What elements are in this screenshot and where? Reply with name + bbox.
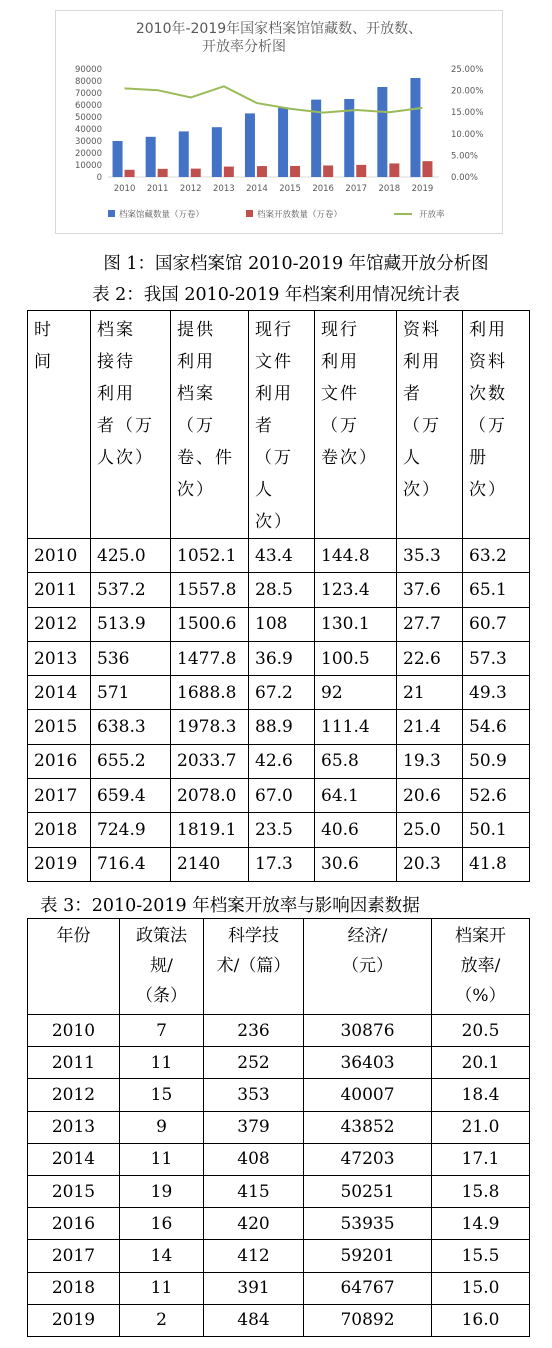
x-tick-label: 2010 (113, 184, 136, 194)
x-tick-label: 2017 (345, 184, 368, 194)
table-cell: 2017 (28, 1240, 120, 1272)
table-cell: 1688.8 (171, 676, 249, 710)
column-header (249, 311, 315, 539)
header-text: （%） (455, 986, 506, 1006)
table-cell: 536 (91, 641, 171, 675)
table-cell: 17.3 (249, 847, 315, 881)
table-cell: 47203 (304, 1143, 432, 1175)
header-text: 人次） (97, 448, 154, 468)
table-cell: 50251 (304, 1175, 432, 1207)
bar-open (356, 165, 366, 177)
table-cell: 2011 (28, 1047, 120, 1079)
table-cell: 123.4 (315, 573, 397, 607)
chart-title: 开放率分析图 (202, 39, 286, 55)
header-text: 人 (255, 480, 274, 500)
x-tick-label: 2014 (246, 184, 268, 194)
table-cell: 2 (120, 1304, 204, 1336)
legend-swatch (246, 210, 253, 217)
legend-swatch (108, 210, 115, 217)
table-cell: 63.2 (463, 539, 530, 573)
table-cell: 88.9 (249, 710, 315, 744)
table-row (28, 1079, 530, 1111)
y-left-tick-label: 50000 (74, 113, 102, 123)
table-cell: 2019 (28, 1304, 120, 1336)
table-cell: 59201 (304, 1240, 432, 1272)
table-cell: 11 (120, 1143, 204, 1175)
table-cell: 67.0 (249, 779, 315, 813)
column-header (315, 311, 397, 539)
table-row (28, 710, 530, 744)
header-text: 接待 (97, 352, 135, 372)
table-row (28, 1175, 530, 1207)
table-row (28, 744, 530, 778)
y-right-tick-label: 5.00% (451, 151, 479, 162)
table-cell: 40.6 (315, 813, 397, 847)
table-cell: 41.8 (463, 847, 530, 881)
table-cell: 15 (120, 1079, 204, 1111)
table-cell: 2013 (28, 641, 91, 675)
header-text: 提供 (177, 320, 215, 340)
table-header-row (28, 311, 530, 539)
column-header (397, 311, 463, 539)
bar-open (224, 167, 234, 177)
table-cell: 15.5 (432, 1240, 530, 1272)
table-cell: 724.9 (91, 813, 171, 847)
header-text: 资料 (403, 320, 441, 340)
archive-chart (55, 10, 503, 234)
bar-open (389, 163, 399, 177)
legend-label: 档案馆藏数量（万卷） (119, 210, 205, 220)
legend-label: 开放率 (419, 210, 445, 220)
table-cell: 65.1 (463, 573, 530, 607)
table-cell: 9 (120, 1111, 204, 1143)
table-cell: 20.6 (397, 779, 463, 813)
header-text: 科学技 (228, 926, 279, 946)
y-left-tick-label: 0 (96, 173, 102, 183)
header-text: 卷、件 (177, 448, 234, 468)
table-cell: 21 (397, 676, 463, 710)
table-cell: 30876 (304, 1015, 432, 1047)
table-cell: 2010 (28, 539, 91, 573)
table-cell: 2018 (28, 813, 91, 847)
header-text: 册 (469, 448, 488, 468)
table-cell: 2012 (28, 1079, 120, 1111)
bar-holdings (245, 113, 255, 177)
header-text: 次） (469, 480, 507, 500)
table-cell: 23.5 (249, 813, 315, 847)
header-text: 次） (403, 480, 441, 500)
bar-open (158, 169, 168, 177)
table-cell: 1477.8 (171, 641, 249, 675)
table-row (28, 847, 530, 881)
table-cell: 19 (120, 1175, 204, 1207)
y-left-tick-label: 40000 (74, 125, 102, 135)
x-tick-label: 2019 (411, 184, 434, 194)
table-cell: 50.1 (463, 813, 530, 847)
table-cell: 22.6 (397, 641, 463, 675)
table-cell: 40007 (304, 1079, 432, 1111)
bar-open (257, 166, 267, 177)
table-cell: 18.4 (432, 1079, 530, 1111)
header-text: 者 (255, 416, 274, 436)
header-text: 卷次） (321, 448, 378, 468)
table-cell: 2010 (28, 1015, 120, 1047)
header-text: 资料 (469, 352, 507, 372)
table-cell: 100.5 (315, 641, 397, 675)
header-text: 术/（篇） (216, 956, 291, 976)
table-cell: 2033.7 (171, 744, 249, 778)
table-cell: 2013 (28, 1111, 120, 1143)
table-row (28, 1143, 530, 1175)
table-row (28, 607, 530, 641)
table-cell: 408 (204, 1143, 304, 1175)
y-right-tick-label: 0.00% (451, 173, 479, 183)
table-cell: 2078.0 (171, 779, 249, 813)
column-header (28, 311, 91, 539)
bar-holdings (377, 87, 387, 177)
archive-usage-table (27, 310, 530, 882)
header-text: 利用 (321, 352, 359, 372)
table-cell: 2015 (28, 1175, 120, 1207)
table-cell: 28.5 (249, 573, 315, 607)
table-cell: 25.0 (397, 813, 463, 847)
header-text: 次数 (469, 384, 507, 404)
table-cell: 27.7 (397, 607, 463, 641)
x-tick-label: 2012 (179, 184, 202, 194)
table-cell: 35.3 (397, 539, 463, 573)
header-text: 规/ (150, 956, 173, 976)
header-text: 档案开 (455, 926, 506, 946)
table-cell: 15.8 (432, 1175, 530, 1207)
header-text: 利用 (469, 320, 507, 340)
y-left-tick-label: 20000 (74, 149, 102, 159)
table-row (28, 641, 530, 675)
header-text: 利用 (177, 352, 215, 372)
table-cell: 11 (120, 1272, 204, 1304)
bar-holdings (113, 141, 123, 177)
column-header (432, 919, 530, 1015)
table-row (28, 573, 530, 607)
bar-holdings (212, 127, 222, 177)
table-cell: 108 (249, 607, 315, 641)
header-text: （万 (403, 416, 441, 436)
header-text: （万 (177, 416, 215, 436)
table-cell: 2014 (28, 1143, 120, 1175)
table-cell: 420 (204, 1208, 304, 1240)
table-cell: 111.4 (315, 710, 397, 744)
header-text: （万 (255, 448, 293, 468)
bar-open (191, 169, 201, 177)
y-left-tick-label: 90000 (74, 65, 102, 75)
table-cell: 20.1 (432, 1047, 530, 1079)
table-cell: 37.6 (397, 573, 463, 607)
table-cell: 14.9 (432, 1208, 530, 1240)
table-cell: 43852 (304, 1111, 432, 1143)
table-cell: 130.1 (315, 607, 397, 641)
table-row (28, 1304, 530, 1336)
table-cell: 2012 (28, 607, 91, 641)
table-cell: 2011 (28, 573, 91, 607)
table-cell: 252 (204, 1047, 304, 1079)
header-text: 间 (34, 352, 53, 372)
header-text: 档案 (177, 384, 215, 404)
table-cell: 21.0 (432, 1111, 530, 1143)
column-header (120, 919, 204, 1015)
column-header (91, 311, 171, 539)
table-cell: 1052.1 (171, 539, 249, 573)
table-cell: 20.3 (397, 847, 463, 881)
bar-holdings (410, 78, 420, 177)
table-cell: 19.3 (397, 744, 463, 778)
y-left-tick-label: 70000 (74, 89, 102, 99)
header-text: 现行 (321, 320, 359, 340)
header-text: 政策法 (136, 926, 187, 946)
y-left-tick-label: 10000 (74, 161, 102, 171)
table-cell: 1978.3 (171, 710, 249, 744)
table-cell: 379 (204, 1111, 304, 1143)
table-cell: 391 (204, 1272, 304, 1304)
table-header-row (28, 919, 530, 1015)
table-cell: 2014 (28, 676, 91, 710)
header-text: 文件 (321, 384, 359, 404)
y-left-tick-label: 30000 (74, 137, 102, 147)
table-cell: 70892 (304, 1304, 432, 1336)
table-row (28, 1272, 530, 1304)
header-text: 利用 (403, 352, 441, 372)
x-tick-label: 2016 (312, 184, 334, 194)
table-cell: 484 (204, 1304, 304, 1336)
y-right-tick-label: 25.00% (451, 65, 484, 75)
bar-holdings (146, 137, 156, 177)
table-row (28, 1111, 530, 1143)
table-cell: 1500.6 (171, 607, 249, 641)
table-cell: 65.8 (315, 744, 397, 778)
bar-holdings (278, 107, 288, 177)
table-cell: 2016 (28, 744, 91, 778)
table-row (28, 1047, 530, 1079)
header-text: 年份 (56, 926, 91, 946)
header-text: 者（万 (97, 416, 154, 436)
bar-open (290, 166, 300, 177)
table-cell: 2017 (28, 779, 91, 813)
table-cell: 537.2 (91, 573, 171, 607)
table-cell: 716.4 (91, 847, 171, 881)
header-text: 次） (177, 480, 215, 500)
table-cell: 54.6 (463, 710, 530, 744)
table-cell: 49.3 (463, 676, 530, 710)
header-text: 者 (403, 384, 422, 404)
x-tick-label: 2013 (213, 184, 235, 194)
y-right-tick-label: 15.00% (451, 108, 484, 119)
header-text: 经济/ (347, 926, 388, 946)
table-cell: 36.9 (249, 641, 315, 675)
y-right-tick-label: 10.00% (451, 129, 484, 140)
table-cell: 2018 (28, 1272, 120, 1304)
chart-title: 2010年-2019年国家档案馆馆藏数、开放数、 (135, 21, 423, 37)
table-cell: 2015 (28, 710, 91, 744)
table-cell: 50.9 (463, 744, 530, 778)
table-cell: 415 (204, 1175, 304, 1207)
bar-open (422, 161, 432, 177)
column-header (304, 919, 432, 1015)
table-cell: 7 (120, 1015, 204, 1047)
header-text: （万 (321, 416, 359, 436)
table-cell: 17.1 (432, 1143, 530, 1175)
table-row (28, 539, 530, 573)
table-cell: 1557.8 (171, 573, 249, 607)
figure-caption: 图 1：国家档案馆 2010-2019 年馆藏开放分析图 (103, 254, 489, 274)
table-cell: 42.6 (249, 744, 315, 778)
bar-holdings (179, 131, 189, 177)
table-cell: 92 (315, 676, 397, 710)
column-header (28, 919, 120, 1015)
table-cell: 2016 (28, 1208, 120, 1240)
table-cell: 655.2 (91, 744, 171, 778)
header-text: （万 (469, 416, 507, 436)
table-cell: 21.4 (397, 710, 463, 744)
header-text: （元） (342, 956, 393, 976)
table-cell: 659.4 (91, 779, 171, 813)
table-cell: 30.6 (315, 847, 397, 881)
bar-open (323, 165, 333, 177)
x-tick-label: 2018 (378, 184, 401, 194)
table-cell: 67.2 (249, 676, 315, 710)
header-text: 放率/ (460, 956, 501, 976)
table-cell: 353 (204, 1079, 304, 1111)
open-rate-factors-table (27, 918, 530, 1337)
legend-label: 档案开放数量（万卷） (257, 210, 343, 220)
table-cell: 571 (91, 676, 171, 710)
column-header (463, 311, 530, 539)
table-row (28, 1240, 530, 1272)
table-cell: 43.4 (249, 539, 315, 573)
table-cell: 20.5 (432, 1015, 530, 1047)
header-text: （条） (136, 986, 187, 1006)
table-cell: 53935 (304, 1208, 432, 1240)
table-cell: 412 (204, 1240, 304, 1272)
header-text: 次） (255, 512, 293, 532)
bar-open (125, 170, 135, 177)
table-cell: 425.0 (91, 539, 171, 573)
table-cell: 52.6 (463, 779, 530, 813)
table-row (28, 779, 530, 813)
table2-caption: 表 2：我国 2010-2019 年档案利用情况统计表 (92, 285, 460, 305)
column-header (204, 919, 304, 1015)
column-header (171, 311, 249, 539)
header-text: 文件 (255, 352, 293, 372)
table-row (28, 813, 530, 847)
table-cell: 14 (120, 1240, 204, 1272)
table-cell: 2140 (171, 847, 249, 881)
header-text: 利用 (255, 384, 293, 404)
table-cell: 60.7 (463, 607, 530, 641)
table-cell: 236 (204, 1015, 304, 1047)
x-tick-label: 2015 (279, 184, 301, 194)
y-left-tick-label: 60000 (74, 101, 102, 111)
table-cell: 16 (120, 1208, 204, 1240)
table-row (28, 1208, 530, 1240)
header-text: 人 (403, 448, 422, 468)
y-left-tick-label: 80000 (74, 77, 102, 87)
header-text: 时 (34, 320, 53, 340)
table3-caption: 表 3：2010-2019 年档案开放率与影响因素数据 (40, 896, 420, 916)
x-tick-label: 2011 (146, 184, 169, 194)
table-cell: 513.9 (91, 607, 171, 641)
header-text: 现行 (255, 320, 293, 340)
table-cell: 11 (120, 1047, 204, 1079)
chart-canvas (56, 11, 502, 233)
y-right-tick-label: 20.00% (451, 86, 484, 97)
table-cell: 638.3 (91, 710, 171, 744)
table-cell: 1819.1 (171, 813, 249, 847)
header-text: 档案 (97, 320, 135, 340)
table-cell: 16.0 (432, 1304, 530, 1336)
table-cell: 64767 (304, 1272, 432, 1304)
table-cell: 64.1 (315, 779, 397, 813)
header-text: 利用 (97, 384, 135, 404)
table-cell: 36403 (304, 1047, 432, 1079)
table-cell: 15.0 (432, 1272, 530, 1304)
table-row (28, 676, 530, 710)
table-cell: 57.3 (463, 641, 530, 675)
table-cell: 2019 (28, 847, 91, 881)
table-cell: 144.8 (315, 539, 397, 573)
table-row (28, 1015, 530, 1047)
